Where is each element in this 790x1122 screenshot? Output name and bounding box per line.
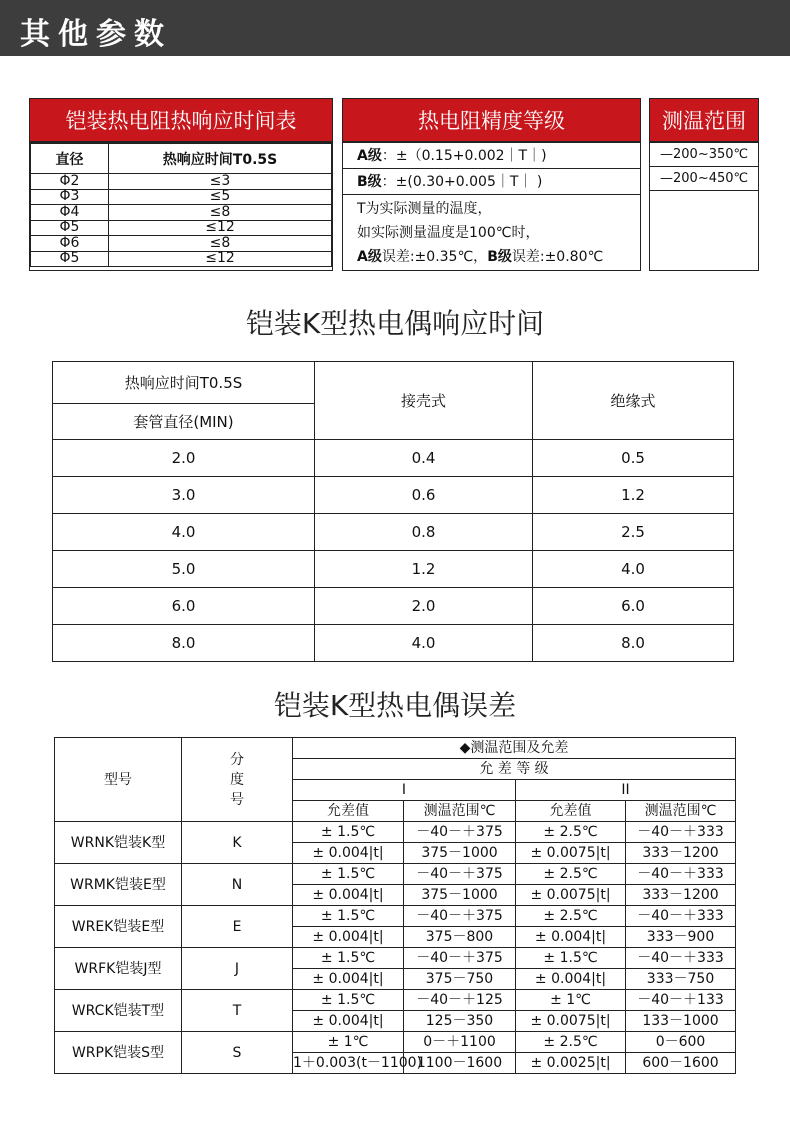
- cell: ± 1℃: [293, 1032, 404, 1053]
- table-row: [31, 236, 332, 252]
- cell: ± 0.004|t|: [293, 969, 404, 990]
- cell: ± 2.5℃: [516, 822, 626, 843]
- header-range-tolerance: ◆测温范围及允差: [293, 738, 736, 759]
- cell: ± 1.5℃: [293, 822, 404, 843]
- cell: ± 2.5℃: [516, 864, 626, 885]
- cell: 125－350: [404, 1011, 516, 1032]
- cell: ± 0.004|t|: [293, 885, 404, 906]
- cell: 333－1200: [626, 885, 736, 906]
- header-tolerance-class: 允 差 等 级: [293, 759, 736, 780]
- header-tolerance: 允差值: [293, 801, 404, 822]
- cell: 133－1000: [626, 1011, 736, 1032]
- cell-model: WRCK铠装T型: [55, 990, 182, 1032]
- cell: 6.0: [533, 588, 734, 625]
- cell-model: WRFK铠装J型: [55, 948, 182, 990]
- table-row: [55, 822, 736, 843]
- cell: 333－750: [626, 969, 736, 990]
- table-row: [55, 990, 736, 1011]
- header-temp-range: 测温范围℃: [626, 801, 736, 822]
- thermocouple-response-table: [52, 361, 734, 662]
- class-b-label: B级: [357, 174, 382, 190]
- cell: －40－＋375: [404, 822, 516, 843]
- cell: 1.2: [533, 477, 734, 514]
- cell: 3.0: [53, 477, 315, 514]
- cell: ± 1.5℃: [293, 948, 404, 969]
- table-row: [55, 948, 736, 969]
- table-header-row: [53, 362, 734, 404]
- header-insulated: 绝缘式: [533, 362, 734, 440]
- cell: 6.0: [53, 588, 315, 625]
- table-row: [53, 551, 734, 588]
- cell: －40－＋333: [626, 822, 736, 843]
- range-line: —200~450℃: [650, 167, 758, 191]
- cell: 1＋0.003(t－1100): [293, 1053, 404, 1074]
- table-row: [31, 251, 332, 267]
- temp-range-title: 测温范围: [650, 99, 758, 143]
- cell: 8.0: [533, 625, 734, 662]
- table-row: [55, 864, 736, 885]
- table-row: [53, 477, 734, 514]
- class-a-value: ：±（0.15+0.002｜T｜): [381, 148, 547, 164]
- cell-graduation: S: [182, 1032, 293, 1074]
- class-a-label: A级: [357, 148, 382, 164]
- cell-model: WRNK铠装K型: [55, 822, 182, 864]
- cell: 0.6: [315, 477, 533, 514]
- cell: ± 0.004|t|: [516, 927, 626, 948]
- cell: 4.0: [315, 625, 533, 662]
- cell: －40－＋125: [404, 990, 516, 1011]
- cell: 375－1000: [404, 885, 516, 906]
- cell: ± 1.5℃: [293, 906, 404, 927]
- cell: 2.0: [53, 440, 315, 477]
- header-class-2: II: [516, 780, 736, 801]
- header-bar: [0, 0, 790, 56]
- cell: 0－600: [626, 1032, 736, 1053]
- cell: －40－＋333: [626, 864, 736, 885]
- class-a-line: [343, 143, 640, 169]
- cell: 0.5: [533, 440, 734, 477]
- cell-model: WREK铠装E型: [55, 906, 182, 948]
- rtd-accuracy-title: 热电阻精度等级: [343, 99, 640, 143]
- cell-diameter: Φ6: [31, 236, 109, 252]
- table-row: [53, 625, 734, 662]
- note-class-b: B级: [487, 249, 512, 265]
- cell: －40－＋375: [404, 948, 516, 969]
- note-line: [357, 245, 640, 269]
- cell: 0.8: [315, 514, 533, 551]
- header-response-time: 热响应时间T0.5S: [53, 362, 315, 404]
- table-row: [55, 906, 736, 927]
- cell: －40－＋333: [626, 906, 736, 927]
- table-header-row: [31, 144, 332, 174]
- table-row: [31, 174, 332, 190]
- section-title-error: 铠装K型热电偶误差: [273, 689, 517, 722]
- cell: －40－＋375: [404, 864, 516, 885]
- cell: ± 2.5℃: [516, 906, 626, 927]
- col-response-time: 热响应时间T0.5S: [109, 144, 332, 174]
- cell-time: ≤12: [109, 220, 332, 236]
- note-line: 如实际测量温度是100℃时，: [357, 225, 540, 241]
- header-graduation: 分 度 号: [182, 738, 293, 822]
- cell: 375－750: [404, 969, 516, 990]
- header-class-1: I: [293, 780, 516, 801]
- cell-time: ≤8: [109, 205, 332, 221]
- cell-time: ≤3: [109, 174, 332, 190]
- cell: 4.0: [533, 551, 734, 588]
- table-row: [53, 588, 734, 625]
- cell: ± 0.0025|t|: [516, 1053, 626, 1074]
- note-class-a: A级: [357, 249, 382, 265]
- cell: －40－＋133: [626, 990, 736, 1011]
- note-error-a: 误差:±0.35℃，: [381, 249, 488, 265]
- cell-graduation: K: [182, 822, 293, 864]
- rtd-accuracy-box: [342, 98, 641, 271]
- cell: ± 0.0075|t|: [516, 843, 626, 864]
- cell: ± 1.5℃: [293, 864, 404, 885]
- cell: －40－＋333: [626, 948, 736, 969]
- cell-graduation: E: [182, 906, 293, 948]
- class-b-line: [343, 169, 640, 195]
- table-row: [31, 189, 332, 205]
- table-row: [31, 205, 332, 221]
- cell-diameter: Φ5: [31, 220, 109, 236]
- table-header-row: [55, 738, 736, 759]
- temp-range-box: [649, 98, 759, 271]
- cell: 2.5: [533, 514, 734, 551]
- cell: ± 1℃: [516, 990, 626, 1011]
- cell-diameter: Φ2: [31, 174, 109, 190]
- cell: 2.0: [315, 588, 533, 625]
- cell: 1100－1600: [404, 1053, 516, 1074]
- cell: 8.0: [53, 625, 315, 662]
- col-diameter: 直径: [31, 144, 109, 174]
- cell: ± 0.0075|t|: [516, 885, 626, 906]
- cell-graduation: T: [182, 990, 293, 1032]
- table-row: [31, 220, 332, 236]
- cell: 375－800: [404, 927, 516, 948]
- header-sheath-diameter: 套管直径(MIN): [53, 404, 315, 440]
- cell: 375－1000: [404, 843, 516, 864]
- cell: 333－1200: [626, 843, 736, 864]
- header-tolerance: 允差值: [516, 801, 626, 822]
- cell: 4.0: [53, 514, 315, 551]
- cell-graduation: J: [182, 948, 293, 990]
- rtd-response-title: 铠装热电阻热响应时间表: [30, 99, 332, 143]
- cell: ± 1.5℃: [293, 990, 404, 1011]
- cell: ± 0.004|t|: [293, 927, 404, 948]
- cell: 600－1600: [626, 1053, 736, 1074]
- class-b-value: ：±(0.30+0.005｜T｜ ): [381, 174, 543, 190]
- cell: 0－＋1100: [404, 1032, 516, 1053]
- cell-diameter: Φ3: [31, 189, 109, 205]
- thermocouple-error-table: [54, 737, 736, 1074]
- cell: 0.4: [315, 440, 533, 477]
- cell: ± 0.004|t|: [293, 843, 404, 864]
- section-title-response: 铠装K型热电偶响应时间: [245, 307, 545, 340]
- header-model: 型号: [55, 738, 182, 822]
- rtd-response-box: [29, 98, 333, 271]
- cell-diameter: Φ4: [31, 205, 109, 221]
- header-temp-range: 测温范围℃: [404, 801, 516, 822]
- cell-diameter: Φ5: [31, 251, 109, 267]
- table-row: [53, 514, 734, 551]
- cell-time: ≤5: [109, 189, 332, 205]
- note-error-b: 误差:±0.80℃: [511, 249, 604, 265]
- cell-graduation: N: [182, 864, 293, 906]
- cell-model: WRMK铠装E型: [55, 864, 182, 906]
- table-row: [53, 440, 734, 477]
- accuracy-note: [343, 195, 640, 269]
- cell: ± 1.5℃: [516, 948, 626, 969]
- cell: 333－900: [626, 927, 736, 948]
- note-line: T为实际测量的温度，: [357, 201, 492, 217]
- cell: ± 0.004|t|: [516, 969, 626, 990]
- cell: 5.0: [53, 551, 315, 588]
- cell-model: WRPK铠装S型: [55, 1032, 182, 1074]
- cell: －40－＋375: [404, 906, 516, 927]
- cell-time: ≤8: [109, 236, 332, 252]
- header-grounded: 接壳式: [315, 362, 533, 440]
- cell: ± 0.0075|t|: [516, 1011, 626, 1032]
- table-row: [55, 1032, 736, 1053]
- cell: 1.2: [315, 551, 533, 588]
- cell: ± 2.5℃: [516, 1032, 626, 1053]
- cell-time: ≤12: [109, 251, 332, 267]
- cell: ± 0.004|t|: [293, 1011, 404, 1032]
- rtd-response-table: [30, 143, 332, 267]
- page-title: 其他参数: [20, 17, 172, 52]
- range-line: —200~350℃: [650, 143, 758, 167]
